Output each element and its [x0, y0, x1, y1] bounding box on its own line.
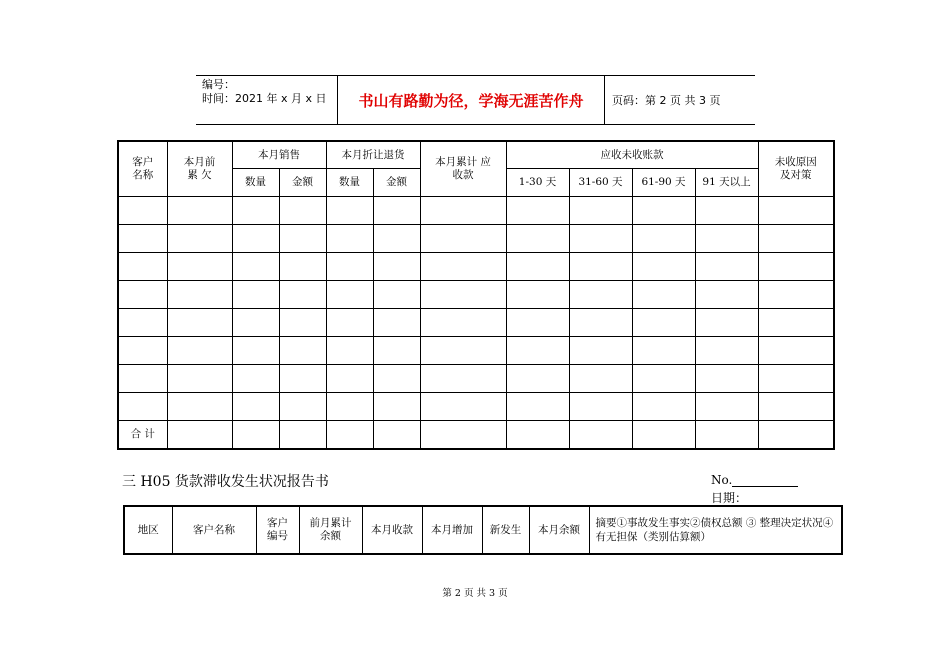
section-title: 三 H05 货款滞收发生状况报告书 — [122, 474, 329, 490]
col-prev-balance-header: 前月累计 余额 — [299, 506, 362, 554]
table-row — [118, 393, 834, 421]
page-label: 页码：第 2 页 共 3 页 — [612, 94, 721, 107]
sub-qty-header: 数量 — [232, 169, 279, 197]
report-number — [711, 473, 798, 487]
col-increase-header: 本月增加 — [422, 506, 482, 554]
group-receivable-header: 应收未收账款 — [506, 141, 758, 169]
col-balance-header: 本月余额 — [529, 506, 589, 554]
time-label: 时间：2021 年 x 月 x 日 — [202, 92, 327, 105]
total-label: 合 计 — [118, 421, 167, 450]
overdue-report-table — [123, 505, 843, 555]
aging-4-header: 91 天以上 — [695, 169, 758, 197]
col-customer-header: 客户名称 — [118, 141, 167, 197]
col-cum-receivable-header: 本月累计 应收款 — [420, 141, 506, 197]
table-row — [118, 253, 834, 281]
header-info-cell — [196, 76, 338, 124]
date-label: 日期： — [711, 491, 748, 505]
group-discount-return-header: 本月折让退货 — [326, 141, 420, 169]
motto: 书山有路勤为径，学海无涯苦作舟 — [338, 76, 605, 124]
page-footer: 第 2 页 共 3 页 — [442, 588, 508, 599]
table-row — [118, 309, 834, 337]
receivables-table — [117, 140, 835, 450]
table-row — [118, 365, 834, 393]
no-label: No. — [711, 473, 733, 487]
aging-2-header: 31-60 天 — [569, 169, 632, 197]
total-row — [118, 421, 834, 450]
col-new-header: 新发生 — [482, 506, 529, 554]
col-summary-header: 摘要①事故发生事实②债权总额 ③ 整理决定状况④有无担保（类别估算额） — [589, 506, 842, 554]
document-header — [196, 75, 755, 125]
col-collected-header: 本月收款 — [362, 506, 422, 554]
group-sales-header: 本月销售 — [232, 141, 326, 169]
aging-1-header: 1-30 天 — [506, 169, 569, 197]
sub-amount2-header: 金额 — [373, 169, 420, 197]
col-reason-header: 未收原因 及对策 — [758, 141, 834, 197]
col-customer-header: 客户名称 — [172, 506, 256, 554]
col-prev-owed-header: 本月前 累 欠 — [167, 141, 232, 197]
no-field[interactable] — [732, 474, 798, 487]
col-customer-no-header: 客户 编号 — [256, 506, 299, 554]
col-region-header: 地区 — [124, 506, 172, 554]
number-label: 编号： — [202, 78, 235, 91]
table-row — [118, 225, 834, 253]
table-row — [118, 337, 834, 365]
table-row — [118, 281, 834, 309]
report-date — [711, 489, 796, 506]
sub-amount-header: 金额 — [279, 169, 326, 197]
table-row — [118, 197, 834, 225]
aging-3-header: 61-90 天 — [632, 169, 695, 197]
sub-qty2-header: 数量 — [326, 169, 373, 197]
